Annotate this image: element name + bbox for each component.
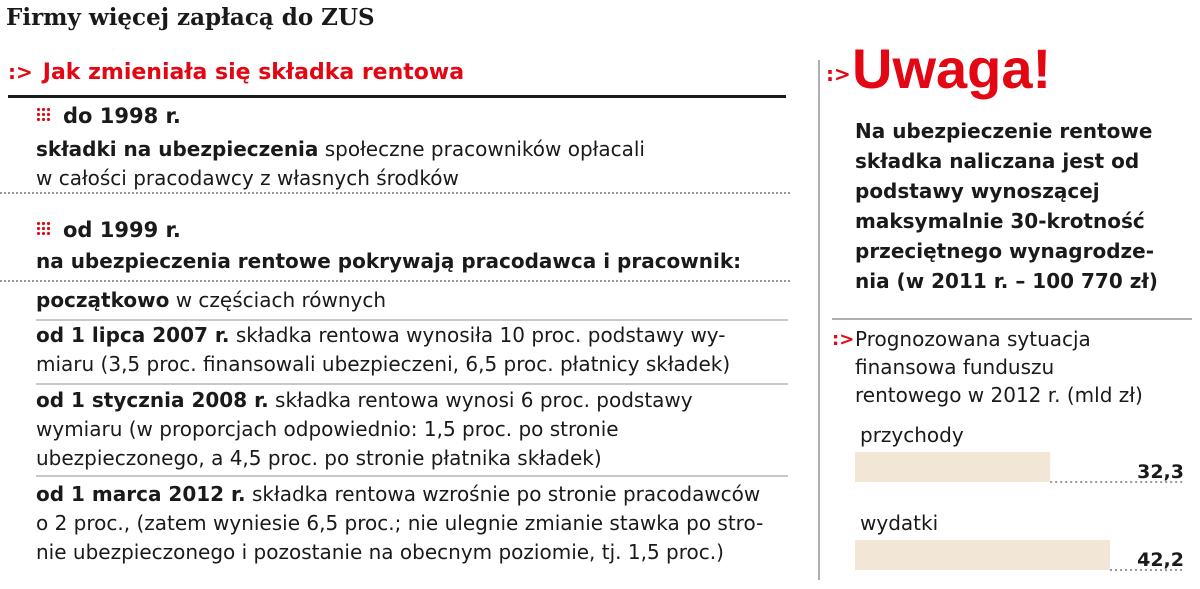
entry-2008 (36, 386, 788, 473)
entry-line: wymiaru (w proporcjach odpowiednio: 1,5 proc. po stronie (36, 417, 619, 441)
uwaga-line: maksymalnie 30-krotność (855, 209, 1145, 233)
arrow-icon: :> (832, 329, 855, 350)
entry-rest: składka rentowa wynosiła 10 proc. podstawy wy- (229, 323, 726, 347)
entry-2007 (36, 321, 788, 379)
entry-initial (36, 286, 788, 315)
page-title: Firmy więcej zapłacą do ZUS (6, 4, 375, 31)
entry-line (36, 480, 788, 509)
dot-grid-icon (36, 221, 51, 236)
entry-bold: składki na ubezpieczenia (36, 137, 319, 161)
entry-rest: w częściach równych (169, 288, 387, 312)
uwaga-text (855, 116, 1195, 296)
entry-line: nie ubezpieczonego i pozostanie na obecnym poziomie, tj. 1,5 proc.) (36, 540, 724, 564)
entry-line (36, 321, 788, 350)
entry-rest: składka rentowa wynosi 6 proc. podstawy (268, 388, 693, 412)
entry-line (36, 247, 788, 276)
section-heading-text: Jak zmieniała się składka rentowa (42, 60, 465, 85)
uwaga-line: przeciętnego wynagrodze- (855, 239, 1155, 263)
entry-bold: od 1 marca 2012 r. (36, 482, 246, 506)
bar-value-label: 32,3 (1137, 461, 1184, 483)
dotted-divider (0, 192, 790, 194)
entry-line (36, 135, 788, 164)
chart-rule (832, 318, 1192, 320)
bar-value-label: 42,2 (1137, 549, 1184, 571)
chart-title-line: Prognozowana sytuacja (855, 327, 1091, 351)
period-label-1999 (36, 218, 181, 242)
bar-category-label: wydatki (860, 511, 939, 535)
entry-bold: początkowo (36, 288, 170, 312)
heading-rule (8, 95, 786, 98)
chart-title-line: rentowego w 2012 r. (mld zł) (855, 383, 1143, 407)
entry-divider (36, 475, 788, 477)
entry-divider (36, 383, 788, 385)
dot-grid-icon (36, 107, 51, 122)
entry-line (36, 286, 788, 315)
section-heading (8, 60, 464, 85)
period-label-1998 (36, 104, 181, 128)
entry-line: ubezpieczonego, a 4,5 proc. po stronie płatnika składek) (36, 446, 602, 470)
period-label-text: od 1999 r. (63, 218, 181, 242)
entry-2012 (36, 480, 788, 567)
entry-line: o 2 proc., (zatem wyniesie 6,5 proc.; nie ulegnie zmianie stawka po stro- (36, 511, 764, 535)
entry-bold: od 1 stycznia 2008 r. (36, 388, 269, 412)
entry-rest: składka rentowa wzrośnie po stronie pracodawców (245, 482, 761, 506)
uwaga-line: podstawy wynoszącej (855, 179, 1100, 203)
uwaga-heading: Uwaga! (852, 37, 1052, 100)
period-label-text: do 1998 r. (63, 104, 181, 128)
entry-line: miaru (3,5 proc. finansowali ubezpieczeni, 6,5 proc. płatnicy składek) (36, 352, 731, 376)
uwaga-line: Na ubezpieczenie rentowe (855, 119, 1153, 143)
bar (855, 540, 1110, 570)
arrow-icon: :> (8, 60, 33, 84)
entry-bold: na ubezpieczenia rentowe pokrywają pracodawca i pracownik: (36, 249, 742, 273)
bar-category-label: przychody (860, 423, 964, 447)
arrow-icon: :> (826, 62, 851, 86)
entry-line (36, 386, 788, 415)
column-divider (818, 60, 820, 580)
entry-rest: społeczne pracowników opłacali (318, 137, 645, 161)
bar (855, 452, 1050, 482)
chart-title (855, 325, 1185, 409)
uwaga-line: nia (w 2011 r. – 100 770 zł) (855, 269, 1158, 293)
period-text-1998 (36, 135, 788, 193)
bar-chart (840, 420, 1190, 575)
entry-line: w całości pracodawcy z własnych środków (36, 166, 459, 190)
entry-bold: od 1 lipca 2007 r. (36, 323, 230, 347)
period-text-1999 (36, 247, 788, 276)
chart-title-line: finansowa funduszu (855, 355, 1055, 379)
uwaga-line: składka naliczana jest od (855, 149, 1140, 173)
dotted-divider (0, 280, 790, 282)
